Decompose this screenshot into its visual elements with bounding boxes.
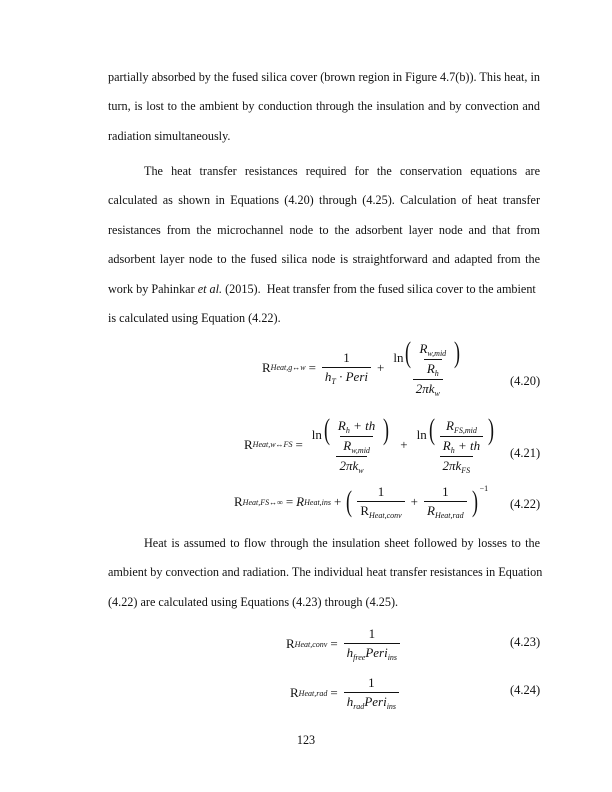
equation-number: (4.22) [510, 497, 541, 511]
text-line: is calculated using Equation (4.22). [108, 311, 281, 325]
subscript: FS,mid [453, 425, 477, 435]
subscript: Heat,ins [304, 497, 331, 507]
symbol: + th [349, 417, 376, 433]
equation-4-20: R Heat,g↔w = 1 $h_T$ · Peri + ln( $R_{w,mid}$ $R_h$ ) $2\pi k_w$ [262, 336, 461, 398]
ln: ln [416, 427, 427, 442]
ln: ln [311, 427, 322, 442]
equation-number: (4.24) [510, 683, 541, 697]
symbol: R [286, 636, 295, 651]
subscript: ins [387, 653, 398, 662]
subscript: w,mid [427, 348, 447, 358]
text: work by Pahinkar [108, 282, 198, 296]
text-line: (4.22) are calculated using Equations (4.23) through (4.25). [108, 595, 399, 609]
text-line: partially absorbed by the fused silica cover (brown region in Figure 4.7(b)). This heat, in [108, 70, 540, 84]
numerator: 1 [377, 484, 385, 499]
symbol: R [296, 494, 305, 509]
equation-4-21: R Heat,w↔FS = ln( $R_h$ + th $R_{w,mid}$ ) $2\pi k_w$ + ln( $R_{FS,mid}$ $R_h$ + th ) $2\pi k_{FS}$ [244, 413, 495, 475]
text: (2015). Heat transfer from the fused silica cover to the ambient [222, 282, 536, 296]
subscript: Heat,g↔w [270, 363, 306, 373]
symbol: R [244, 436, 253, 452]
text-line: radiation simultaneously. [108, 129, 231, 143]
symbol: + th [454, 437, 481, 453]
subscript: FS [461, 465, 471, 475]
symbol: R [337, 417, 346, 433]
numerator: 1 [368, 626, 376, 641]
subscript: w [358, 465, 364, 475]
ln: ln [393, 350, 404, 365]
symbol: R [343, 437, 352, 453]
subscript: Heat,rad [298, 688, 328, 698]
equation-number: (4.20) [510, 374, 541, 388]
equation-number: (4.23) [510, 635, 541, 649]
symbol: h [346, 694, 354, 709]
subscript: w,mid [351, 445, 370, 455]
subscript: w [434, 388, 440, 398]
symbol: · Peri [335, 368, 368, 384]
subscript: Heat,conv [294, 639, 328, 649]
text-line: The heat transfer resistances required for the conservation equations are [144, 164, 540, 178]
text-line: resistances from the microchannel node to the adsorbent layer node and that from [108, 223, 540, 237]
exponent: −1 [479, 484, 489, 493]
symbol: Peri [364, 694, 387, 709]
subscript: Heat,w↔FS [252, 440, 293, 450]
symbol: h [346, 645, 354, 660]
symbol: R [419, 340, 428, 356]
subscript: T [331, 376, 336, 386]
subscript: h [345, 425, 350, 435]
symbol: R [290, 685, 299, 700]
symbol: R [445, 417, 454, 433]
symbol: R [442, 437, 451, 453]
numerator: 1 [442, 484, 449, 499]
subscript: free [353, 653, 366, 662]
text-line [108, 282, 540, 296]
page-number: 123 [296, 733, 316, 747]
italic-text: et al. [197, 282, 223, 296]
symbol: R [427, 503, 435, 518]
text-line: Heat is assumed to flow through the insulation sheet followed by losses to the [144, 536, 540, 550]
equation-4-23: R Heat,conv = 1 $h_{free}Peri_{ins}$ [286, 626, 403, 662]
text-line: turn, is lost to the ambient by conduction through the insulation and by convection and [108, 99, 540, 113]
symbol: R [262, 359, 271, 375]
symbol: R [360, 503, 370, 518]
text-line: ambient by convection and radiation. The individual heat transfer resistances in Equation [108, 565, 543, 579]
subscript: Heat,rad [434, 511, 464, 520]
symbol: 2πk [415, 380, 435, 396]
equation-4-24: R Heat,rad = 1 $h_{rad}Peri_{ins}$ [290, 675, 402, 711]
subscript: Heat,conv [369, 511, 402, 520]
subscript: Heat,FS↔∞ [242, 497, 283, 507]
equation-number: (4.21) [510, 446, 541, 460]
symbol: h [324, 368, 332, 384]
subscript: h [434, 368, 439, 378]
symbol: Peri [365, 645, 388, 660]
numerator: 1 [368, 675, 375, 690]
symbol: 2πk [339, 457, 359, 473]
text-line: adsorbent layer node to the fused silica node is straightforward and adapted from the [108, 252, 540, 266]
symbol: 2πk [442, 457, 462, 473]
text-line: calculated as shown in Equations (4.20) through (4.25). Calculation of heat transfer [108, 193, 540, 207]
symbol: R [426, 360, 435, 376]
subscript: h [450, 445, 455, 455]
numerator: 1 [343, 349, 350, 365]
symbol: R [234, 494, 243, 509]
subscript: rad [353, 702, 365, 711]
equation-4-22: R Heat,FS↔∞ = R Heat,ins + ( 1 $R_{Heat,conv}$ + 1 $R_{Heat,rad}$ ) $^{-1}$ [234, 484, 489, 520]
subscript: ins [386, 702, 397, 711]
